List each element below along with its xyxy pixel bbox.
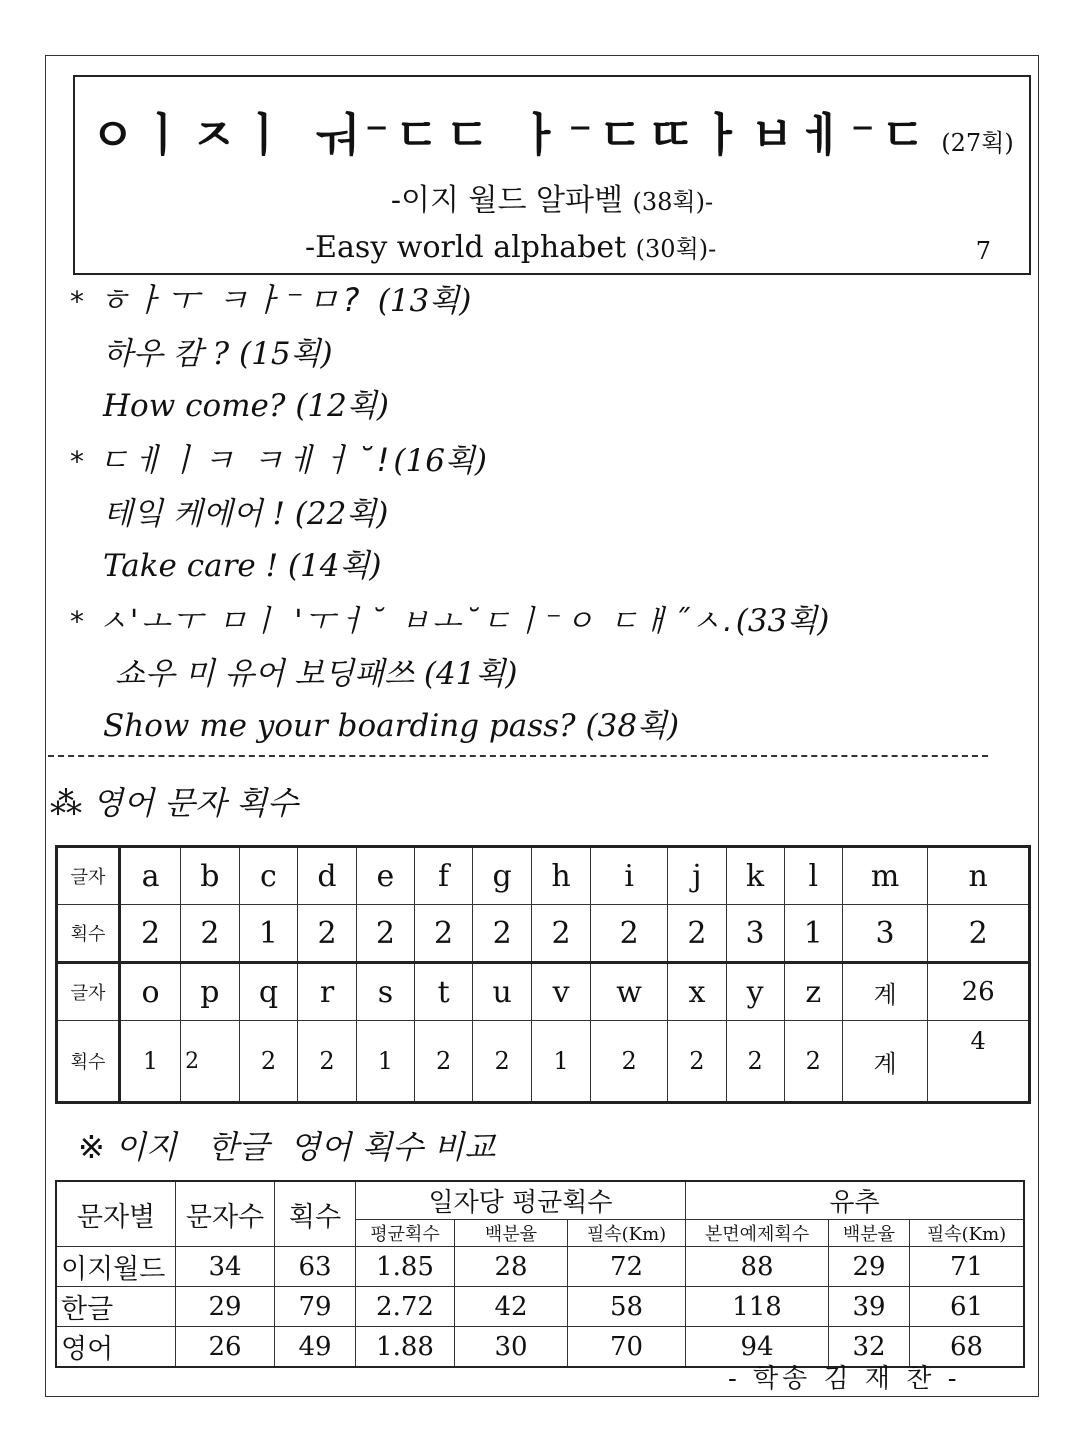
section-stroke-comparison	[78, 1122, 495, 1168]
count-cell: 1	[784, 905, 842, 963]
sub-header: 평균획수	[356, 1220, 455, 1247]
english-title-text: -Easy world alphabet	[305, 230, 627, 265]
table-cell: 94	[686, 1327, 829, 1368]
row-label: 글자	[57, 847, 120, 905]
bullet-star: *	[70, 285, 88, 318]
easy-title-count: (27획)	[941, 129, 1014, 157]
bullet-star: *	[70, 445, 88, 478]
table-cell: 61	[910, 1287, 1025, 1327]
count-cell: 1	[532, 1021, 591, 1103]
table-row	[57, 847, 1030, 905]
table-cell: 49	[275, 1327, 356, 1368]
count-cell: 2	[120, 905, 181, 963]
phrase-1-korean: 하우 캄 ? (15획)	[103, 336, 333, 372]
letter-cell: o	[120, 963, 181, 1021]
letter-cell: k	[726, 847, 784, 905]
section-title: 이지 한글 영어 획수 비교	[114, 1128, 496, 1166]
letter-cell: r	[298, 963, 357, 1021]
table-cell: 39	[829, 1287, 910, 1327]
phrase-easy-count: (16획)	[393, 443, 487, 479]
letter-cell: n	[928, 847, 1030, 905]
letter-cell: q	[239, 963, 298, 1021]
count-cell: 2	[726, 1021, 784, 1103]
table-row	[56, 1247, 1024, 1287]
section-mark: ※	[78, 1128, 105, 1166]
letter-cell: u	[473, 963, 532, 1021]
page-number: 7	[975, 237, 991, 265]
table-cell: 63	[275, 1247, 356, 1287]
comparison-table	[55, 1180, 1025, 1368]
section-title: 영어 문자 획수	[92, 784, 298, 822]
korean-title-text: -이지 월드 알파벨	[390, 183, 623, 218]
group-header: 일자당 평균획수	[356, 1181, 686, 1220]
letter-cell: y	[726, 963, 784, 1021]
easy-title	[75, 99, 1029, 165]
sub-header: 필속(Km)	[568, 1220, 686, 1247]
table-cell: 72	[568, 1247, 686, 1287]
letter-cell: h	[532, 847, 591, 905]
letter-cell: l	[784, 847, 842, 905]
korean-title	[75, 175, 1029, 219]
count-cell: 2	[298, 905, 357, 963]
count-cell: 2	[590, 1021, 667, 1103]
sub-header: 필속(Km)	[910, 1220, 1025, 1247]
letter-cell: f	[415, 847, 473, 905]
author-signature: - 학송 김 재 찬 -	[728, 1364, 961, 1394]
count-cell: 2	[181, 905, 240, 963]
count-cell: 4	[928, 1021, 1030, 1103]
col-header: 획수	[275, 1181, 356, 1247]
letter-cell: p	[181, 963, 240, 1021]
table-cell: 88	[686, 1247, 829, 1287]
table-cell: 29	[829, 1247, 910, 1287]
table-cell: 26	[176, 1327, 275, 1368]
letter-cell: x	[668, 963, 726, 1021]
phrase-1-easy	[70, 275, 471, 321]
letter-cell: z	[784, 963, 842, 1021]
phrase-3-english: Show me your boarding pass? (38획)	[103, 708, 680, 744]
count-cell: 2	[784, 1021, 842, 1103]
row-label: 획수	[57, 905, 120, 963]
table-row	[56, 1287, 1024, 1327]
count-cell: 2	[668, 905, 726, 963]
row-name: 영어	[56, 1327, 176, 1368]
section-english-strokes	[50, 778, 298, 824]
table-cell: 68	[910, 1327, 1025, 1368]
count-cell: 2	[473, 905, 532, 963]
table-cell: 1.88	[356, 1327, 455, 1368]
phrase-3-korean: 쇼우 미 유어 보딩패쓰 (41획)	[115, 656, 518, 692]
title-box	[73, 75, 1031, 275]
count-cell: 1	[120, 1021, 181, 1103]
letter-cell: 26	[928, 963, 1030, 1021]
easy-title-text: ㅇㅣㅈㅣ ㅝ⁻ㄷㄷ ㅏ⁻ㄷㄸㅏㅂㅔ⁻ㄷ	[90, 108, 932, 162]
korean-title-count: (38획)-	[632, 188, 714, 216]
table-cell: 58	[568, 1287, 686, 1327]
count-cell: 2	[928, 905, 1030, 963]
table-row	[56, 1181, 1024, 1220]
col-header: 문자수	[176, 1181, 275, 1247]
count-cell: 2	[590, 905, 667, 963]
table-cell: 71	[910, 1247, 1025, 1287]
phrase-2-korean: 테잌 케에어 ! (22획)	[103, 496, 389, 532]
group-header: 유추	[686, 1181, 1025, 1220]
section-mark: ⁂	[50, 784, 82, 822]
phrase-1-english: How come? (12획)	[103, 388, 389, 424]
row-name: 이지월드	[56, 1247, 176, 1287]
count-cell: 2	[532, 905, 591, 963]
table-row	[57, 1021, 1030, 1103]
table-cell: 42	[455, 1287, 568, 1327]
table-cell: 32	[829, 1327, 910, 1368]
letter-cell: v	[532, 963, 591, 1021]
table-cell: 118	[686, 1287, 829, 1327]
letter-cell: i	[590, 847, 667, 905]
row-name: 한글	[56, 1287, 176, 1327]
letter-cell: d	[298, 847, 357, 905]
english-title	[305, 229, 716, 265]
letter-cell: 계	[842, 963, 927, 1021]
count-cell: 1	[239, 905, 298, 963]
count-cell: 2	[298, 1021, 357, 1103]
letter-cell: t	[415, 963, 473, 1021]
letter-cell: e	[356, 847, 414, 905]
table-row	[57, 905, 1030, 963]
sub-header: 백분율	[455, 1220, 568, 1247]
phrase-easy-text: ㅅ'ㅗㅜ ㅁㅣ 'ㅜㅓ˘ ㅂㅗ˘ㄷㅣ⁻ㅇ ㄷㅐ˝ㅅ.	[98, 604, 736, 639]
letter-cell: b	[181, 847, 240, 905]
phrase-3-easy	[70, 595, 829, 640]
letter-cell: m	[842, 847, 927, 905]
count-cell: 3	[842, 905, 927, 963]
english-title-count: (30획)-	[635, 235, 717, 263]
count-cell: 2	[181, 1021, 240, 1103]
table-cell: 28	[455, 1247, 568, 1287]
letter-cell: g	[473, 847, 532, 905]
count-cell: 3	[726, 905, 784, 963]
count-cell: 2	[239, 1021, 298, 1103]
table-cell: 30	[455, 1327, 568, 1368]
table-cell: 79	[275, 1287, 356, 1327]
count-cell: 2	[415, 905, 473, 963]
table-cell: 70	[568, 1327, 686, 1368]
row-label: 획수	[57, 1021, 120, 1103]
count-cell: 2	[473, 1021, 532, 1103]
count-cell: 1	[356, 1021, 414, 1103]
letter-cell: c	[239, 847, 298, 905]
table-cell: 29	[176, 1287, 275, 1327]
col-header: 문자별	[56, 1181, 176, 1247]
count-cell: 2	[415, 1021, 473, 1103]
phrase-2-easy	[70, 435, 487, 481]
sub-header: 백분율	[829, 1220, 910, 1247]
letter-cell: a	[120, 847, 181, 905]
letter-cell: j	[668, 847, 726, 905]
letter-cell: s	[356, 963, 414, 1021]
table-cell: 2.72	[356, 1287, 455, 1327]
phrase-easy-text: ㅎㅏㅜ ㅋㅏ⁻ㅁ?	[98, 281, 378, 319]
phrase-easy-text: ㄷㅔㅣㅋ ㅋㅔㅓ˘!	[98, 441, 394, 479]
bullet-star: *	[70, 605, 87, 638]
table-cell: 34	[176, 1247, 275, 1287]
sub-header: 본면예제획수	[686, 1220, 829, 1247]
count-cell: 2	[668, 1021, 726, 1103]
dash-divider	[48, 755, 988, 757]
table-row	[57, 963, 1030, 1021]
phrase-2-english: Take care ! (14획)	[103, 548, 382, 584]
row-label: 글자	[57, 963, 120, 1021]
count-cell: 계	[842, 1021, 927, 1103]
count-cell: 2	[356, 905, 414, 963]
table-cell: 1.85	[356, 1247, 455, 1287]
phrase-easy-count: (13획)	[377, 283, 472, 319]
letter-cell: w	[590, 963, 667, 1021]
phrase-easy-count: (33획)	[735, 603, 830, 639]
letter-stroke-table	[55, 845, 1031, 1104]
